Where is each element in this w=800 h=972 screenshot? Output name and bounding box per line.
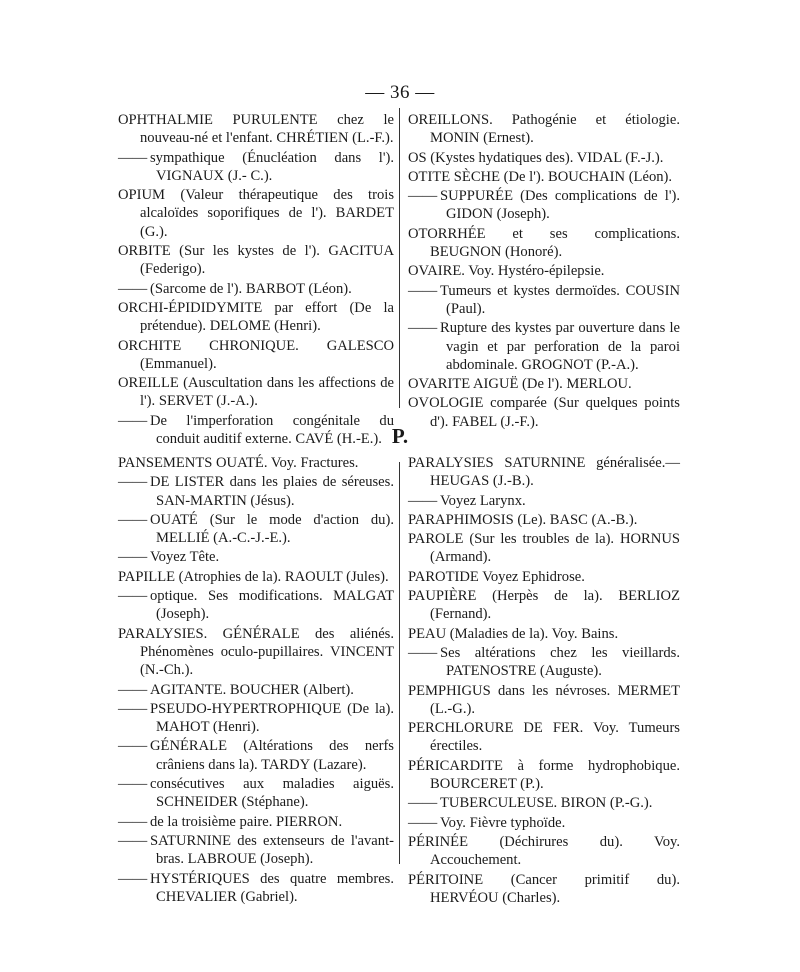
list-item: —— Voyez Tête. xyxy=(118,549,220,566)
list-item: PEAU (Maladies de la). Voy. Bains. xyxy=(408,625,619,642)
list-item: —— GÉNÉRALE (Altérations des nerfs crâniens dans la). TARDY (Lazare). xyxy=(118,738,394,773)
list-item: PARAPHIMOSIS (Le). BASC (A.-B.). xyxy=(408,511,638,528)
list-item: PEMPHIGUS dans les névroses. MERMET (L.-G.). xyxy=(408,682,680,717)
list-item: —— sympathique (Énucléation dans l'). VIGNAUX (J.- C.). xyxy=(118,149,394,184)
list-item: PARALYSIES SATURNINE généralisée.— HEUGAS (J.-B.). xyxy=(408,455,680,490)
list-item: OTORRHÉE et ses complications. BEUGNON (Honoré). xyxy=(408,225,680,261)
list-item: OVAIRE. Voy. Hystéro-épilepsie. xyxy=(408,263,605,280)
column-divider xyxy=(399,462,400,864)
list-item: —— TUBERCULEUSE. BIRON (P.-G.). xyxy=(408,795,653,812)
list-item: PANSEMENTS OUATÉ. Voy. Fractures. xyxy=(118,455,359,471)
section-letter: P. xyxy=(391,424,409,448)
list-item: —— Tumeurs et kystes dermoïdes. COUSIN (Paul). xyxy=(408,282,680,317)
column-top-right xyxy=(408,111,680,432)
list-item: OVOLOGIE comparée (Sur quelques points d'). FABEL (J.-F.). xyxy=(408,395,680,430)
column-bottom-right xyxy=(408,454,680,908)
list-item: OS (Kystes hydatiques des). VIDAL (F.-J.). xyxy=(408,149,664,166)
list-item: OTITE SÈCHE (De l'). BOUCHAIN (Léon). xyxy=(408,168,673,185)
list-item: —— Voyez Larynx. xyxy=(408,492,526,509)
list-item: PÉRINÉE (Déchirures du). Voy. Accouchement. xyxy=(408,833,680,869)
list-item: —— DE LISTER dans les plaies de séreuses. SAN-MARTIN (Jésus). xyxy=(118,474,394,509)
list-item: —— PSEUDO-HYPERTROPHIQUE (De la). MAHOT (Henri). xyxy=(118,700,394,736)
list-item: PAROLE (Sur les troubles de la). HORNUS (Armand). xyxy=(408,531,680,566)
list-item: —— optique. Ses modifications. MALGAT (Joseph). xyxy=(118,588,394,623)
page-number: — 36 — xyxy=(365,82,435,103)
list-item: —— SUPPURÉE (Des complications de l'). GIDON (Joseph). xyxy=(408,188,680,223)
list-item: —— (Sarcome de l'). BARBOT (Léon). xyxy=(118,280,352,297)
column-top-left xyxy=(118,111,394,449)
list-item: PERCHLORURE DE FER. Voy. Tumeurs érectiles. xyxy=(408,720,680,755)
list-item: —— SATURNINE des extenseurs de l'avant-bras. LABROUE (Joseph). xyxy=(118,832,394,868)
column-bottom-left xyxy=(118,454,394,907)
list-item: —— De l'imperforation congénitale du conduit auditif externe. CAVÉ (H.-E.). xyxy=(118,412,394,448)
list-item: —— Ses altérations chez les vieillards. PATENOSTRE (Auguste). xyxy=(408,644,680,680)
list-item: —— de la troisième paire. PIERRON. xyxy=(118,813,343,830)
list-item: —— HYSTÉRIQUES des quatre membres. CHEVALIER (Gabriel). xyxy=(118,870,394,905)
list-item: —— Voy. Fièvre typhoïde. xyxy=(408,814,566,831)
list-item: PAROTIDE Voyez Ephidrose. xyxy=(408,568,585,585)
list-item: OREILLE (Auscultation dans les affections de l'). SERVET (J.-A.). xyxy=(118,375,394,410)
list-item: OREILLONS. Pathogénie et étiologie. MONIN (Ernest). xyxy=(408,112,680,147)
column-divider xyxy=(399,108,400,408)
list-item: ORBITE (Sur les kystes de l'). GACITUA (Federigo). xyxy=(118,243,394,278)
list-item: PÉRITOINE (Cancer primitif du). HERVÉOU (Charles). xyxy=(408,871,680,906)
list-item: —— AGITANTE. BOUCHER (Albert). xyxy=(118,681,354,698)
list-item: PAUPIÈRE (Herpès de la). BERLIOZ (Fernand). xyxy=(408,588,680,623)
list-item: PÉRICARDITE à forme hydrophobique. BOURCERET (P.). xyxy=(408,757,680,793)
list-item: —— Rupture des kystes par ouverture dans le vagin et par perforation de la paroi abdominale. GROGNOT (P.-A.). xyxy=(408,320,680,373)
list-item: —— consécutives aux maladies aiguës. SCHNEIDER (Stéphane). xyxy=(118,776,394,811)
list-item: PARALYSIES. GÉNÉRALE des aliénés. Phénomènes oculo-pupillaires. VINCENT (N.-Ch.). xyxy=(118,625,394,679)
list-item: OVARITE AIGUË (De l'). MERLOU. xyxy=(408,376,632,393)
list-item: PAPILLE (Atrophies de la). RAOULT (Jules). xyxy=(118,568,389,585)
list-item: ORCHITE CHRONIQUE. GALESCO (Emmanuel). xyxy=(118,337,394,372)
list-item: OPHTHALMIE PURULENTE chez le nouveau-né et l'enfant. CHRÉTIEN (L.-F.). xyxy=(118,112,394,147)
list-item: OPIUM (Valeur thérapeutique des trois alcaloïdes soporifiques de l'). BARDET (G.). xyxy=(118,187,394,240)
list-item: —— OUATÉ (Sur le mode d'action du). MELLIÉ (A.-C.-J.-E.). xyxy=(118,511,394,547)
list-item: ORCHI-ÉPIDIDYMITE par effort (De la prétendue). DELOME (Henri). xyxy=(118,299,394,335)
